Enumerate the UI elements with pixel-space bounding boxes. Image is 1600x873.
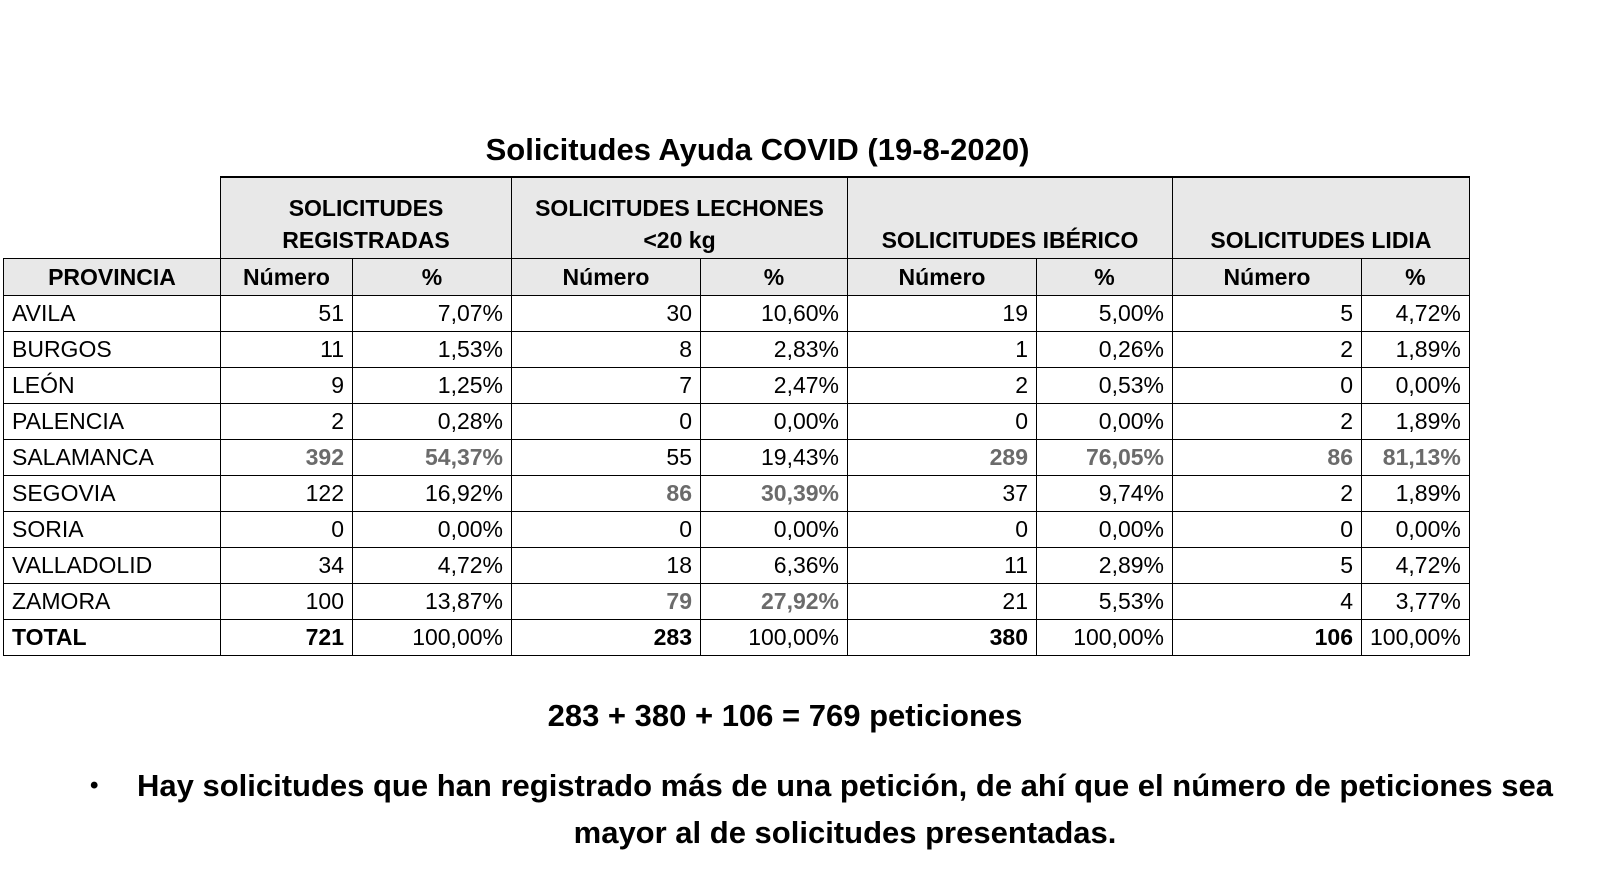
percent-cell: 0,00% (353, 512, 512, 548)
percent-cell: 0,00% (701, 404, 848, 440)
numero-cell: 11 (848, 548, 1037, 584)
percent-cell: 27,92% (701, 584, 848, 620)
numero-cell: 0 (512, 404, 701, 440)
numero-cell: 0 (1173, 512, 1362, 548)
provincia-cell: VALLADOLID (4, 548, 221, 584)
percent-cell: 2,47% (701, 368, 848, 404)
sum-line: 283 + 380 + 106 = 769 peticiones (547, 698, 1023, 733)
percent-cell: 1,89% (1362, 404, 1470, 440)
percent-cell: 4,72% (1362, 548, 1470, 584)
numero-header: Número (512, 259, 701, 296)
numero-cell: 283 (512, 620, 701, 656)
numero-cell: 0 (848, 512, 1037, 548)
numero-cell: 55 (512, 440, 701, 476)
numero-cell: 100 (221, 584, 353, 620)
numero-cell: 19 (848, 296, 1037, 332)
percent-cell: 2,89% (1037, 548, 1173, 584)
numero-cell: 0 (221, 512, 353, 548)
percent-cell: 9,74% (1037, 476, 1173, 512)
provincia-cell: TOTAL (4, 620, 221, 656)
numero-cell: 0 (512, 512, 701, 548)
numero-header: Número (1173, 259, 1362, 296)
group-header-registradas: SOLICITUDES REGISTRADAS (221, 177, 512, 259)
column-header-row (4, 259, 1470, 296)
group-header-row (4, 177, 1470, 259)
numero-cell: 2 (1173, 332, 1362, 368)
percent-cell: 10,60% (701, 296, 848, 332)
numero-cell: 106 (1173, 620, 1362, 656)
table-row (4, 332, 1470, 368)
numero-cell: 1 (848, 332, 1037, 368)
numero-cell: 21 (848, 584, 1037, 620)
provincia-cell: PALENCIA (4, 404, 221, 440)
note-text: Hay solicitudes que han registrado más de una petición, de ahí que el número de peticiones sea mayor al de solicitudes presentadas. (136, 768, 1554, 850)
provincia-cell: BURGOS (4, 332, 221, 368)
numero-cell: 11 (221, 332, 353, 368)
percent-cell: 76,05% (1037, 440, 1173, 476)
percent-cell: 19,43% (701, 440, 848, 476)
percent-header: % (701, 259, 848, 296)
numero-cell: 79 (512, 584, 701, 620)
percent-cell: 30,39% (701, 476, 848, 512)
numero-cell: 2 (1173, 404, 1362, 440)
provincia-cell: SEGOVIA (4, 476, 221, 512)
percent-cell: 100,00% (1037, 620, 1173, 656)
table-row (4, 584, 1470, 620)
blank-header-cell (4, 177, 221, 259)
provincia-cell: SORIA (4, 512, 221, 548)
numero-cell: 392 (221, 440, 353, 476)
provincia-cell: SALAMANCA (4, 440, 221, 476)
percent-cell: 0,53% (1037, 368, 1173, 404)
table-row (4, 548, 1470, 584)
numero-cell: 0 (1173, 368, 1362, 404)
numero-header: Número (848, 259, 1037, 296)
table-row (4, 296, 1470, 332)
bullet-icon: • (90, 772, 99, 799)
percent-cell: 5,00% (1037, 296, 1173, 332)
numero-cell: 30 (512, 296, 701, 332)
percent-header: % (353, 259, 512, 296)
numero-cell: 2 (1173, 476, 1362, 512)
numero-cell: 2 (221, 404, 353, 440)
group-header-lechones: SOLICITUDES LECHONES <20 kg (512, 177, 848, 259)
table-row (4, 440, 1470, 476)
percent-cell: 7,07% (353, 296, 512, 332)
percent-cell: 0,28% (353, 404, 512, 440)
group-header-iberico: SOLICITUDES IBÉRICO (848, 177, 1173, 259)
numero-cell: 37 (848, 476, 1037, 512)
numero-cell: 289 (848, 440, 1037, 476)
numero-cell: 7 (512, 368, 701, 404)
table-row (4, 476, 1470, 512)
numero-cell: 34 (221, 548, 353, 584)
applications-table (3, 176, 1470, 656)
percent-cell: 54,37% (353, 440, 512, 476)
table-row (4, 368, 1470, 404)
note-bullet-item (90, 762, 1560, 856)
percent-cell: 3,77% (1362, 584, 1470, 620)
table-row (4, 512, 1470, 548)
percent-cell: 4,72% (353, 548, 512, 584)
percent-cell: 13,87% (353, 584, 512, 620)
percent-cell: 1,89% (1362, 476, 1470, 512)
percent-cell: 0,00% (1362, 368, 1470, 404)
percent-cell: 100,00% (701, 620, 848, 656)
numero-cell: 721 (221, 620, 353, 656)
percent-cell: 81,13% (1362, 440, 1470, 476)
provincia-cell: ZAMORA (4, 584, 221, 620)
group-header-lidia: SOLICITUDES LIDIA (1173, 177, 1470, 259)
percent-cell: 0,00% (1037, 512, 1173, 548)
numero-cell: 380 (848, 620, 1037, 656)
percent-cell: 4,72% (1362, 296, 1470, 332)
percent-cell: 0,26% (1037, 332, 1173, 368)
percent-cell: 2,83% (701, 332, 848, 368)
percent-header: % (1362, 259, 1470, 296)
numero-cell: 5 (1173, 296, 1362, 332)
percent-cell: 0,00% (701, 512, 848, 548)
percent-cell: 5,53% (1037, 584, 1173, 620)
percent-cell: 1,25% (353, 368, 512, 404)
percent-cell: 16,92% (353, 476, 512, 512)
numero-cell: 18 (512, 548, 701, 584)
numero-cell: 8 (512, 332, 701, 368)
percent-cell: 100,00% (1362, 620, 1470, 656)
table-row (4, 404, 1470, 440)
numero-cell: 4 (1173, 584, 1362, 620)
numero-cell: 51 (221, 296, 353, 332)
numero-cell: 9 (221, 368, 353, 404)
provincia-cell: LEÓN (4, 368, 221, 404)
percent-cell: 1,89% (1362, 332, 1470, 368)
provincia-cell: AVILA (4, 296, 221, 332)
percent-header: % (1037, 259, 1173, 296)
percent-cell: 0,00% (1362, 512, 1470, 548)
percent-cell: 0,00% (1037, 404, 1173, 440)
total-row (4, 620, 1470, 656)
numero-cell: 86 (512, 476, 701, 512)
numero-cell: 86 (1173, 440, 1362, 476)
provincia-header: PROVINCIA (4, 259, 221, 296)
numero-cell: 0 (848, 404, 1037, 440)
page-title: Solicitudes Ayuda COVID (19-8-2020) (485, 132, 1030, 167)
percent-cell: 100,00% (353, 620, 512, 656)
numero-header: Número (221, 259, 353, 296)
percent-cell: 1,53% (353, 332, 512, 368)
percent-cell: 6,36% (701, 548, 848, 584)
numero-cell: 5 (1173, 548, 1362, 584)
numero-cell: 2 (848, 368, 1037, 404)
numero-cell: 122 (221, 476, 353, 512)
